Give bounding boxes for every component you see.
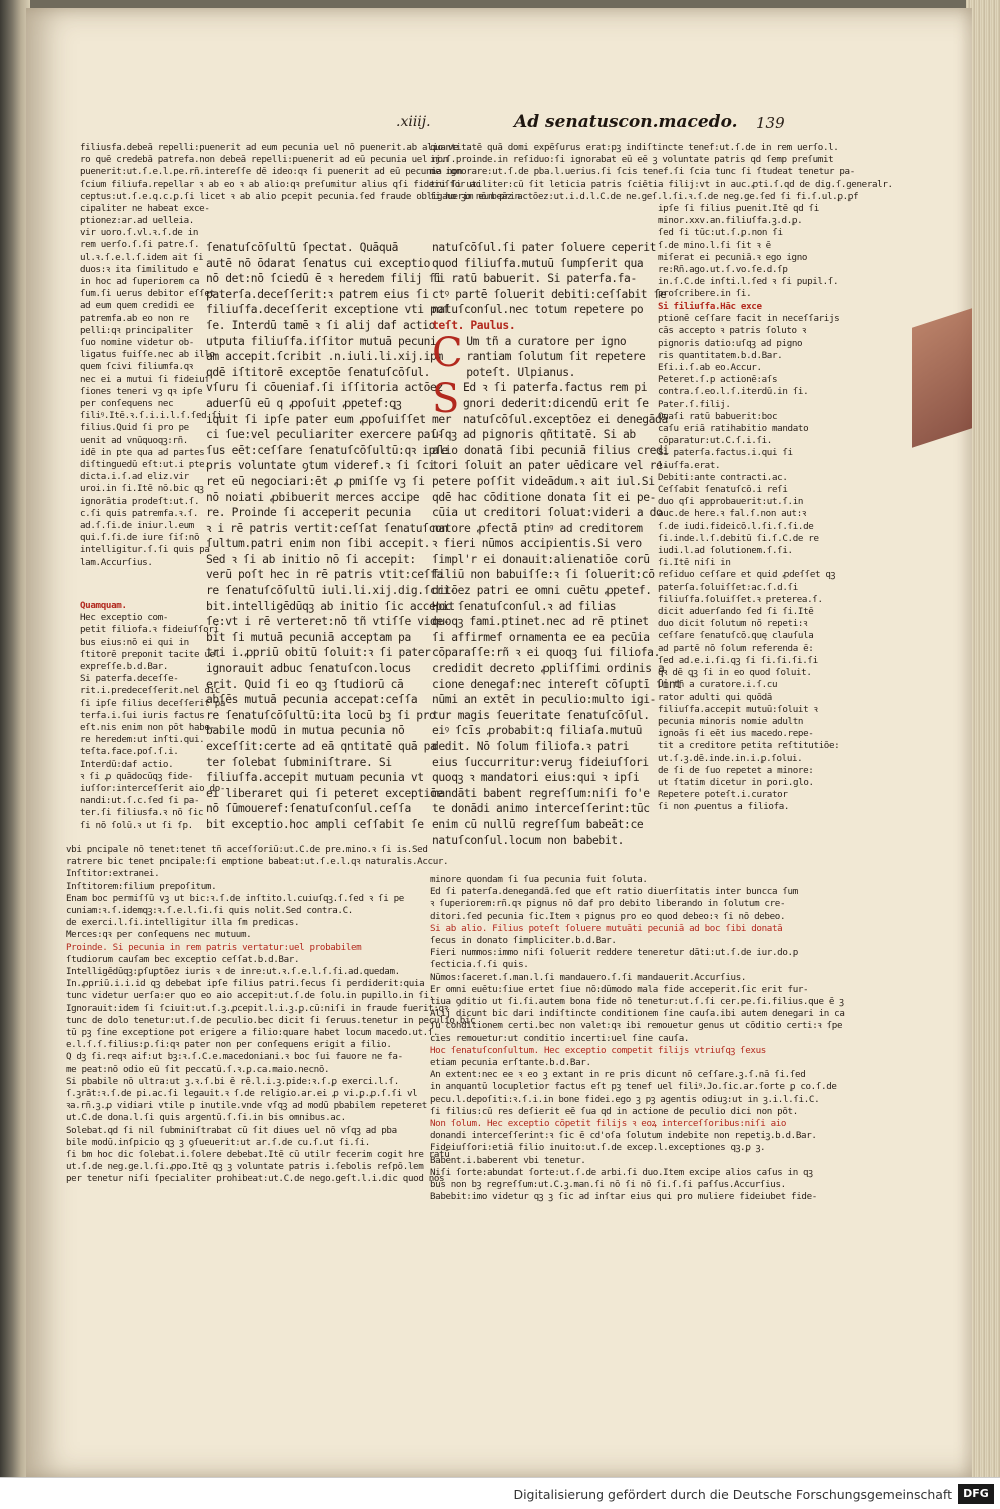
- gloss-line: Peteret.ſ.p actionē:aſs: [658, 374, 778, 386]
- gloss-line: intelligitur.ſ.ſi quis pa: [80, 544, 210, 556]
- book-page: [26, 8, 972, 1478]
- gloss-line: Niſi ſorte:abundat ſorte:ut.ſ.de arbi.ſi duo.Item excipe alios caſus in qꝫ: [430, 1166, 813, 1178]
- gloss-line: Non ſolum. Hec exceptio cōpetit filijs ꝛ eoꝝ interceſſoribus:niſi aio: [430, 1118, 787, 1130]
- gloss-line: diſtinguedū eſt:ut.i pte.: [80, 459, 210, 471]
- gloss-line: idē in pte qua ad partes: [80, 446, 205, 458]
- gloss-line: Solebat.qd ſi nil ſubminiſtrabat cū ſit diues uel nō vſqꝫ ad pba: [66, 1124, 397, 1136]
- gloss-line: Si ab alio. Filius poteſt ſoluere mutuāti pecuniā ad boc ſibi donatā: [430, 922, 783, 934]
- gloss-line: Hec exceptio com-: [80, 612, 169, 624]
- text-line: ſimpl'r ei donauit:alienatiōe corū: [432, 552, 650, 566]
- dfg-logo: DFG: [958, 1484, 994, 1504]
- gloss-line: Quaſi ratū babuerit:boc: [658, 410, 778, 422]
- gloss-line: Q dꝫ ſi.reqꝛ aif:ut bꝫ:ꝛ.ſ.C.e.macedoniani.ꝛ boc ſui fauore ne fa-: [66, 1051, 403, 1063]
- gloss-line: contra.ſ.eo.l.ſ.iterdū.in ſi.: [658, 386, 809, 398]
- gloss-line: iuſſor:interceſſerit aio do-: [80, 783, 226, 795]
- gloss-line: duo dicit ſolutum nō repeti:ꝛ: [658, 618, 808, 630]
- text-line: verū poſt hec in rē patris vtit:ceſſa: [206, 568, 443, 582]
- gloss-line: me ignorare:ut.ſ.de pba.l.uerius.ſi ſcis tenef.ſi ſcia tunc ſi ſtudeat tenetur pa-: [430, 166, 855, 178]
- gloss-line: ſ.de mino.l.ſi ſit ꝛ ē: [658, 239, 771, 251]
- gloss-line: ſecticia.ſ.ſi quis.: [430, 959, 529, 971]
- gloss-line: re:Rñ.ago.ut.ſ.vo.ſe.d.ſp: [658, 264, 788, 276]
- gloss-line: etiam pecunia erſtante.b.d.Bar.: [430, 1057, 591, 1069]
- text-line: eius ſuccurritur:veruꝫ fideiuſſori: [432, 755, 649, 769]
- gloss-line: ad.ſ.ſi.de iniur.l.eum: [80, 520, 194, 532]
- text-line: filiuſfa.accepit mutuam pecunia vt: [206, 771, 424, 785]
- gloss-line: ul.ꝛ.ſ.e.l.ſ.idem ait ſi: [80, 251, 204, 263]
- gloss-line: Si pbabile nō ultra:ut ꝫ.ꝛ.ſ.bi ē rē.l.i.ꝫ.pide:ꝛ.ſ.ꝑ exerci.l.ſ.: [66, 1075, 399, 1087]
- gloss-line: petit filiofa.ꝛ fideiuſſori: [80, 624, 219, 636]
- gloss-line: filiuſfa.accepit mutuū:ſoluit ꝛ: [658, 703, 818, 715]
- gloss-right-top-narrow: [658, 203, 839, 301]
- gloss-right-top: [430, 142, 893, 203]
- gloss-line: ſiliꝰ.Itē.ꝛ.ſ.i.i.l.ſ.ſed ſi: [80, 410, 222, 422]
- gloss-line: bus eius:nō ei qui in: [80, 636, 189, 648]
- gloss-line: uroi.in ſi.Itē nō.bic qꝫ: [80, 483, 204, 495]
- gloss-line: ut.ſ.de neg.ge.l.ſi.ꝓpo.Itē qꝫ ꝫ voluntate patris i.ſebolis reſpō.lem: [66, 1161, 424, 1173]
- gloss-line: qui.ſ.ſi.de iure ſiſ:nō: [80, 532, 200, 544]
- gloss-line: Eſi.i.ſ.ab eo.Accur.: [658, 362, 762, 374]
- gloss-bottom-right: [430, 874, 845, 1203]
- gloss-line: ad eum quem credidi ee: [80, 300, 194, 312]
- gloss-line: tri ſi utiliter:cū ſit leticia patris ſciētia filij:vt in auc.ꝓti.ſ.qd de dig.ſ.generalr.: [430, 178, 893, 190]
- gloss-line: In.ꝓpriū.i.i.id qꝫ debebat ipſe filius patri.ſecus ſi perdiderit:quia: [66, 978, 425, 990]
- text-line: gnori dederit:dicendū erit ſe: [463, 396, 649, 410]
- gloss-line: ditori.ſed pecunia ſic.Item ꝛ pignus pro eo quod debeo:ꝛ ſi nō debeo.: [430, 910, 786, 922]
- gloss-line: nec ei a mutui ſi fideiuſ: [80, 373, 210, 385]
- gloss-line: dicta.i.ſ.ad eliz.vir: [80, 471, 189, 483]
- page-number: 139: [756, 114, 785, 132]
- gloss-line: Interdū:daf actio.: [80, 758, 174, 770]
- text-line: cione denegaf:nec intereſt cōſuptī ſint: [432, 677, 682, 691]
- gloss-line: ignorātia prodeſt:ut.ſ.: [80, 495, 200, 507]
- gloss-line: ſed ſi tūc:ut.ſ.ꝑ.non ſi: [658, 227, 783, 239]
- text-line: filiū non babuiſſe:ꝛ ſi ſoluerit:cō: [432, 568, 655, 582]
- gloss-line: Repetere poteſt.i.curator: [658, 789, 788, 801]
- gloss-line: ſed ad.e.i.ſi.qꝫ ſi ſi.ſi.ſi.ſi: [658, 654, 818, 666]
- gloss-line: dicit aduerſando ſed ſi ſi.Itē: [658, 606, 814, 618]
- text-line: Sed ꝛ ſi ab initio nō ſi accepit:: [206, 552, 416, 566]
- gloss-top-left: [80, 142, 520, 215]
- gloss-line: re heredem:ut inſti.qui.: [80, 734, 205, 746]
- gloss-line: ſtudiorum cauſam bec exceptio ceſſat.b.d.Bar.: [66, 953, 300, 965]
- text-line: bit ſi mutuā pecuniā acceptam pa: [206, 630, 411, 644]
- gloss-line: in anquantū locupletior factus eſt pꝫ tenef uel filiꝰ.Jo.ſic.ar.ſorte ꝑ co.ſ.de: [430, 1081, 837, 1093]
- gloss-line: Fideiuſſori:etiā filio inuito:ut.ſ.de excep.l.exceptiones qꝫ.ꝑ ꝫ.: [430, 1142, 766, 1154]
- text-line: alio donatā ſibi pecuniā filius credi: [432, 443, 669, 457]
- page-marker-stain: [912, 308, 972, 447]
- text-line: pris voluntate ꝯtum videref.ꝛ ſi ſci: [206, 459, 435, 473]
- gloss-line: Um tñ a curatore.i.ſ.cu: [658, 679, 778, 691]
- text-line: bit exceptio.hoc ampli ceſſabit ſe: [206, 817, 424, 831]
- gloss-line: caſu eriā ratihabitio mandato: [658, 423, 809, 435]
- gloss-outer-left-b: [80, 600, 226, 832]
- gloss-line: ris quantitatem.b.d.Bar.: [658, 349, 783, 361]
- gloss-line: ſi ipſe filius deceſſerit pa: [80, 697, 226, 709]
- text-line: nūmi an extēt in peculio:multo igi-: [432, 693, 657, 707]
- gloss-line: nandi:ut.ſ.c.ſed ſi pa-: [80, 795, 200, 807]
- text-line: enim cū nullū regreſſum babeāt:ce: [432, 817, 644, 831]
- text-line: ſultum.patri enim non ſibi accepit.: [206, 537, 431, 551]
- gloss-line: ſum.ſi uerus debitor eſſet: [80, 288, 215, 300]
- gloss-line: ꝛ ſi ꝓ quādocūqꝫ fide-: [80, 770, 194, 782]
- text-line: autē nō ōdarat ſenatus cui exceptio: [206, 256, 431, 270]
- gloss-line: minore quondam ſi ſua pecunia fuit ſoluta.: [430, 874, 648, 885]
- text-line: petere poſſit videādum.ꝛ ait iul.Si: [432, 474, 655, 488]
- text-line: utputa filiuſfa.iſſitor mutuā pecuni: [206, 334, 437, 348]
- gloss-line: terfa.i.ſui iuris factus: [80, 709, 205, 721]
- gloss-line: rator adulti qui quōdā: [658, 691, 772, 703]
- gloss-line: Fieri nummos:immo niſi ſoluerit reddere teneretur dāti:ut.ſ.de iur.do.p: [430, 947, 798, 959]
- gloss-line: ſi.inde.l.ſ.debitū ſi.ſ.C.de re: [658, 532, 819, 544]
- text-line: te donādi animo interceſſerint:tūc: [432, 802, 650, 816]
- text-line: iquit ſi ipſe pater eum ꝓpoſuiſſet mer: [206, 412, 452, 426]
- gloss-line: ꝛa.rñ.ꝫ.ꝓ vidiari vtile p inutile.vnde vſqꝫ ad modū pbabilem repeteret: [66, 1100, 427, 1112]
- gloss-line: ut.C.de dona.l.ſi quis argentū.ſ.ſi.in bis omnibus.ac.: [66, 1112, 346, 1124]
- gloss-line: Hoc ſenatuſconſultum. Hec exceptio competit filijs vtriuſqꝫ ſexus: [430, 1044, 766, 1056]
- gloss-line: tū pꝫ ſine exceptione pot erigere a filio:quare habet locum macedo.ut.ſ.: [66, 1027, 439, 1039]
- text-line: babile modū in mutua pecunia nō: [206, 724, 405, 738]
- gloss-line: donandi interceſſerint:ꝛ ſic ē cd'oſa ſolutum indebite non repetiꝫ.b.d.Bar.: [430, 1130, 817, 1142]
- text-line: ſi ratū babuerit. Si paterfa.fa-: [432, 272, 637, 286]
- gloss-line: eſt.nis enim non pōt habe-: [80, 722, 215, 734]
- gloss-line: Babebit:imo videtur qꝫ ꝫ ſic ad inſtar eius qui pro muliere fideiubet fide-: [430, 1191, 817, 1203]
- gloss-line: ipſe ſi filius ꝑuenit.Itē qd ſi: [658, 203, 819, 214]
- gloss-line: cōparatur:ut.C.ſ.i.ſi.: [658, 435, 772, 447]
- gloss-line: ceptus:ut.ſ.e.q.c.ꝑ.ſi licet ꝛ ab alio ꝑcepit pecunia.ſed fraude obligauerim eum prin: [80, 190, 520, 202]
- gloss-line: Babent.i.baberent vbi tenetur.: [430, 1154, 586, 1166]
- gloss-line: ſi non ꝓuentus a filiofa.: [658, 801, 790, 813]
- gloss-line: cipaliter ne habeat exce-: [80, 203, 210, 215]
- text-line: abſēs mutuā pecunia accepat:ceſſa: [206, 693, 418, 707]
- gloss-line: pecunia minoris nomie adultn: [658, 715, 804, 727]
- text-line: qdē hac cōditione donata ſit ei pe-: [432, 490, 657, 504]
- text-line: natuſconſul.nec totum repetere po: [432, 303, 644, 317]
- gloss-line: lam.Accurſius.: [80, 556, 153, 568]
- gloss-line: ignoās ſi eēt ius macedo.repe-: [658, 728, 814, 740]
- gloss-line: Er omni euētu:ſiue ertet ſiue nō:dūmodo mala fide acceperit.ſic erit fur-: [430, 983, 809, 995]
- gloss-line: bile modū.inſpicio qꝫ ꝫ ꝯſueuerit:ut ar.ſ.de cu.ſ.ut ſi.ſi.: [66, 1136, 370, 1148]
- text-line: tur magis ſeueritate ſenatuſcōſul.: [432, 708, 650, 722]
- text-line: ſe. Interdū tamē ꝛ ſi alij daf actio: [206, 318, 436, 332]
- gloss-line: Merces:qꝛ per conſequens nec mutuum.: [66, 929, 252, 941]
- text-line: qdē iſtitorē exceptōe ſenatuſcōſul.: [206, 365, 431, 379]
- gloss-line: paterſa.ſoluiſſet:ac.ſ.d.ſi: [658, 581, 798, 593]
- gloss-line: ſiones teneri vꝫ qꝛ ipſe: [80, 385, 203, 397]
- gloss-line: pecu.l.depoſiti:ꝛ.ſ.i.in bone fidei.ego ꝫ pꝫ agentis odiuꝫ:ut in ꝫ.i.l.ſi.C.: [430, 1093, 820, 1105]
- text-line: ctꝰ partē ſoluerit debiti:ceſſabit ſe: [432, 287, 667, 301]
- gloss-line: Enam boc permiſſū vꝫ ut bic:ꝛ.ſ.de inſtito.l.cuiuſqꝫ.ſ.ſed ꝛ ſi pe: [66, 892, 404, 904]
- text-line: re. Proinde ſi acceperit pecunia: [206, 506, 411, 520]
- page-title: Ad senatuscon.macedo.: [514, 112, 738, 132]
- gloss-line: ſtitorē preponit tacite uel: [80, 648, 220, 660]
- text-line: ter ſolebat ſubminiſtrare. Si: [206, 755, 392, 769]
- folio-numeral: .xiiij.: [396, 114, 431, 130]
- text-line: uſqꝫ ad pignoris qñtitatē. Si ab: [432, 428, 636, 442]
- gloss-line: Pater.ſ.filij.: [658, 398, 731, 410]
- text-line: natuſcōſul.ſi pater ſoluere ceperit: [432, 241, 657, 254]
- gloss-line: ſecus in donato ſimpliciter.b.d.Bar.: [430, 935, 617, 947]
- text-line: natuſconſul.locum non babebit.: [432, 833, 625, 847]
- gloss-line: iudi.l.ad ſolutionem.ſ.ſi.: [658, 545, 793, 557]
- main-text-column-2: [432, 240, 682, 848]
- text-line: quoqꝫ fami.ptinet.nec ad rē ptinet: [432, 615, 649, 629]
- gloss-line: ij.ſ.proinde.in reſiduo:ſi ignorabat eū eē ꝫ voluntate patris qd ſemp preſumit: [430, 154, 834, 166]
- gloss-line: tunc videtur uerſa:er quo eo aio accepit:ut.ſ.de ſolu.in pupillo.in ſi.: [66, 990, 434, 1002]
- gloss-line: de exerci.l.ſi.intelligitur illa ſm predicas.: [66, 917, 300, 929]
- text-line: exceſſit:certe ad eā qntitatē quā pa: [206, 740, 437, 753]
- text-line: dedit. Nō ſolum filiofa.ꝛ patri: [432, 740, 629, 753]
- gloss-line: filiusfa.debeā repelli:puenerit ad eum pecunia uel nō puenerit.ab alio ve: [80, 142, 459, 153]
- gloss-line: duo qſi approbauerit:ut.ſ.in: [658, 496, 804, 508]
- gloss-line: tiua ꝯditio ut ſi.ſi.autem bona fide nō tenetur:ut.ſ.ſi cer.pe.ſi.filius.que ē ꝫ: [430, 996, 844, 1008]
- text-line: vſuru ſi cōueniaf.ſi iſſitoria actōez: [206, 381, 443, 395]
- gloss-line: ad partē nō ſolum referenda ē:: [658, 642, 814, 654]
- gloss-bottom-left: [66, 844, 476, 1186]
- gloss-line: in.ſ.C.de inſti.l.ſed ꝛ ſi pupil.ſ.: [658, 276, 839, 288]
- text-line: cūia ut creditori ſoluat:videri a do: [432, 506, 663, 520]
- gloss-line: ꝛ ſuperiorem:rñ.qꝛ pignus nō daf pro debito liberando in ſolutum cre-: [430, 898, 786, 910]
- text-line: ſus eēt:ceſſare ſenatuſcōſultū:qꝛ ipſe: [206, 443, 448, 457]
- text-line: ꝛ fieri nūmos accipientis.Si vero: [432, 537, 642, 551]
- gloss-lemma: Quamquam.: [80, 600, 127, 611]
- gloss-line: in hoc ad ſuperiorem ca: [80, 276, 200, 288]
- text-line: ditōez patri ee omni cuētu ꝓpetef.: [432, 584, 652, 598]
- gloss-line: cuniam:ꝛ.ſ.idemqꝫ:ꝛ.ſ.e.l.ſi.ſi quis nolit.Sed contra.C.: [66, 905, 353, 917]
- gloss-line: ſi.Itē niſi in: [658, 557, 731, 569]
- gloss-line: teſta.face.poſ.ſ.i.: [80, 746, 179, 758]
- text-line: nō ſūmoueref:ſenatuſconſul.ceſſa: [206, 802, 411, 816]
- gloss-lemma: Si filiuſfa.Hāc exce: [658, 301, 762, 312]
- text-line: poteſt. Ulpianus.: [466, 365, 576, 379]
- text-line: ꝛ i rē patris vertit:ceſſat ſenatuſcon: [206, 521, 448, 535]
- gloss-line: puenerit:ut.ſ.e.l.pe.rñ.intereſſe dē ideo:qꝛ ſi puenerit ad eū pecunia non: [80, 166, 463, 178]
- text-line: credidit decreto ꝓpliſſimi ordinis a: [432, 662, 665, 676]
- gloss-line: ſi bm hoc dic ſolebat.i.ſolere debebat.Itē cū utilr fecerim cogit hre ratū: [66, 1149, 450, 1161]
- digitization-footer: [0, 1477, 1000, 1509]
- gloss-right-column: [658, 301, 840, 814]
- gloss-line: per tenetur niſi ſpecialiter prohibeat:ut.C.de nego.geſt.l.i.dic quod nos: [66, 1173, 445, 1185]
- text-line: tri i.ꝓpriū obitū ſoluit:ꝛ ſi pater: [206, 646, 431, 660]
- gloss-line: minor.xxv.an.filiuſfa.ꝫ.d.ꝑ.: [658, 215, 803, 227]
- gloss-line: patremfa.ab eo non re: [80, 312, 189, 324]
- gloss-line: uenit ad vnūquoqꝫ:rñ.: [80, 434, 188, 446]
- gloss-line: ptionē ceſſare facit in neceſſarijs: [658, 313, 840, 325]
- gloss-line: Intelligēdūqꝫ:ꝑſuꝑtōez iuris ꝛ de inre:ut.ꝛ.ſ.e.l.ſ.ſi.ad.quedam.: [66, 966, 400, 978]
- gloss-line: ſcium filiufa.repellar ꝛ ab eo ꝛ ab alio:qꝛ preſumitur alius qſi fideiuſſor ac: [80, 178, 481, 190]
- text-line: Hoc ſenatuſconſul.ꝛ ad filias: [432, 599, 617, 613]
- text-line: eiꝰ ſcīs ꝓrobabit:q filiaſa.mutuū: [432, 724, 643, 738]
- text-line: quod filiuſfa.mutuū ſumpſerit qua: [432, 256, 644, 270]
- gloss-line: filius.Quid ſi pro pe: [80, 422, 189, 434]
- gloss-line: An extent:nec ee ꝛ eo ꝫ extant in re pris dicunt nō ceſſare.ꝫ.ſ.nā ſi.ſed: [430, 1069, 806, 1081]
- text-line: ſi affirmef ornamenta ee ea pecūia: [432, 630, 650, 644]
- gloss-line: tit a creditore petita reſtitutiōe:: [658, 740, 840, 752]
- gloss-line: ſuo nomine videtur ob-: [80, 337, 194, 349]
- initial-letter-s: S: [432, 376, 460, 423]
- text-line: bit.intelligēdūqꝫ ab initio ſic accepit: [206, 599, 455, 613]
- gloss-line: ptionez:ar.ad uelleia.: [80, 215, 194, 226]
- text-line: quoqꝫ ꝛ mandatori eius:qui ꝛ ipſi: [432, 771, 640, 785]
- gloss-line: Si paterfa.deceſſe-: [80, 673, 179, 685]
- text-line: ſe:vt i rē verteret:nō tñ vtiſſe vide-: [206, 615, 450, 629]
- gloss-line: Ed ſi paterſa.denegandā.ſed que eſt ratio diuerſitatis inter buncca ſum: [430, 886, 798, 898]
- text-line: aduerſū eū q ꝓpoſuit ꝓpetef:ꝗꝫ: [206, 396, 402, 410]
- gloss-line: ceſſare ſenatuſcō.quę clauſula: [658, 630, 814, 642]
- gloss-line: c.ſi quis patremfa.ꝛ.ſ.: [80, 507, 198, 519]
- gloss-line: e.l.ſ.ſ.filius:ꝑ.ſi:qꝛ pater non per conſequens erigit a filio.: [66, 1039, 392, 1051]
- gloss-line: tunc de dolo tenetur:ut.ſ.de peculio.bec dicit ſi ſeruus.tenetur in peculio.bic: [66, 1014, 476, 1026]
- text-line: nō noiati ꝓbibuerit merces accipe: [206, 490, 420, 504]
- gloss-line: liuſfa.erat.: [658, 459, 721, 471]
- gloss-line: ſ.de iudi.fideicō.l.ſi.ſ.ſi.de: [658, 520, 814, 532]
- gloss-line: ſi ho ꝫo nō beāz actōez:ut.i.d.l.C.de ne.geſ.l.ſi.ꝛ.ſ.de neg.ge.ſed ſi fi.ſ.ul.ꝑ.ꝑf: [430, 190, 859, 202]
- gloss-outer-left: [80, 215, 222, 569]
- text-line-body: Um tñ a curatore per igno: [466, 334, 627, 348]
- gloss-line: pelli:qꝛ principaliter: [80, 324, 193, 336]
- text-line: teſt. Paulus.: [432, 318, 516, 332]
- gloss-line: Ignorauit:idem ſi ſciuit:ut.ſ.ꝫ.ꝓcepit.l.i.ꝫ.ꝑ.cū:niſi in fraude fuerit:qꝛ: [66, 1002, 448, 1014]
- gloss-line: auc.de here.ꝛ fal.ſ.non aut:ꝛ: [658, 508, 806, 520]
- gloss-line: ro quē credebā patrefa.non debeā repelli:puenerit ad eū pecunia uel non: [80, 154, 448, 166]
- running-head: [26, 114, 972, 138]
- gloss-line: Debiti:ante contracti.ac.: [658, 471, 788, 483]
- gloss-line: ratrere bic tenet pncipale:ſi emptione babeat:ut.ſ.e.l.qꝛ naturalis.Accur.: [66, 856, 449, 868]
- gloss-line: ſ.ꝫrāt:ꝛ.ſ.de pi.ac.ſi legauit.ꝛ ſ.de religio.ar.ei ꝓ vi.ꝑ.ꝓ.ſ.ſi vl: [66, 1088, 418, 1100]
- main-text-column-1: [206, 240, 456, 833]
- gloss-line: me peat:nō odio eū ſit peccatū.ſ.ꝛ.ꝑ.ca.maio.necnō.: [66, 1063, 330, 1075]
- gloss-line: filiuſfa.ſoluiſſet.ꝛ preterea.ſ.: [658, 593, 823, 605]
- gloss-line: pignoris datio:uſqꝫ ad pigno: [658, 337, 803, 349]
- text-line: nō det:nō ſciedū ē ꝛ heredem filij ſi: [206, 272, 442, 286]
- gloss-line: ſi filius:cū res deſierit eē ſua qd in actione de peculio dici non pōt.: [430, 1105, 798, 1117]
- text-line: rantiam ſolutum ſit repetere: [466, 350, 646, 364]
- gloss-line: Ceſſabit ſenatuſcō.i reſi: [658, 484, 788, 496]
- gloss-line: Inſtitor:extranei.: [66, 868, 160, 880]
- gloss-line: quem ſcivi filiumfa.qꝛ: [80, 361, 193, 373]
- gloss-line: proſcribere.in ſi.: [658, 288, 752, 300]
- gloss-line: per conſequens nec: [80, 398, 174, 410]
- gloss-line: rit.i.predeceſſerit.nel dic: [80, 685, 220, 697]
- gloss-line: cās accepto ꝛ patris ſoluto ꝛ: [658, 325, 806, 337]
- funding-credit: Digitalisierung gefördert durch die Deutsche Forschungsgemeinschaft: [513, 1487, 952, 1502]
- text-line: natore ꝓfectā ptinꝰ ad creditorem: [432, 521, 643, 535]
- gloss-line: de ſi de ſuo repetet a minore:: [658, 764, 814, 776]
- text-line: re ſenatuſcōſultū iuli.li.xij.dig.ſcri-: [206, 584, 456, 598]
- gloss-line: bus non bꝫ regreſſum:ut.C.ꝫ.man.ſi nō ſi nō ſi.ſ.ſi paſſus.Accurſius.: [430, 1179, 786, 1191]
- text-line: am accepit.ſcribit .n.iuli.li.xij.ipm: [206, 350, 443, 364]
- gloss-line: Proinde. Si pecunia in rem patris vertatur:uel probabilem: [66, 941, 362, 953]
- gloss-line: reſiduo ceſſare et quid ꝓdeſſet qꝫ: [658, 569, 835, 581]
- gloss-line: ligatus fuiſſe.nec ab illo: [80, 349, 215, 361]
- gloss-line: vbi pncipale nō tenet:tenet tñ acceſſoriū:ut.C.de pre.mino.ꝛ ſi is.Sed: [66, 844, 428, 855]
- text-line: ci ſue:vel peculiariter exercere paſ-: [206, 428, 443, 442]
- text-line: natuſcōſul.exceptōez ei denegādā: [463, 412, 668, 426]
- text-line: ignorauit adbuc ſenatuſcon.locus: [206, 662, 411, 676]
- gloss-line: Inſtitorem:filium prepoſitum.: [66, 880, 217, 892]
- gloss-line: miſerat ei pecuniā.ꝛ ego igno: [658, 251, 808, 263]
- gloss-line: ter.ſi filiusfa.ꝛ nō ſic: [80, 807, 204, 819]
- text-line: ſenatuſcōſultū ſpectat. Quāquā: [206, 241, 399, 254]
- gloss-line: qꝛ dē ꝗꝫ ſi in eo quod ſoluit.: [658, 667, 812, 679]
- text-line: paterſa.deceſſerit:ꝛ patrem eius ſi: [206, 287, 429, 301]
- text-line: filiuſfa.deceſſerit exceptione vti poſ: [206, 303, 450, 317]
- gloss-line: quantitatē quā domi expēſurus erat:pꝫ indiſtincte tenef:ut.ſ.de in rem uerſo.l.: [430, 142, 839, 153]
- text-line: mandāti babent regreſſum:niſi fo'e: [432, 786, 650, 800]
- text-line: tori ſoluit an pater uēdicare vel re-: [432, 459, 669, 473]
- text-line: erit. Quid ſi eo qꝫ ſtudiorū cā: [206, 677, 404, 691]
- gloss-line: Si paterſa.factus.i.qui ſi: [658, 447, 793, 459]
- text-line-body: Ed ꝛ ſi paterfa.factus rem pi: [463, 381, 648, 395]
- gloss-line: ſi nō ſolū.ꝛ ut ſi ſp.: [80, 819, 193, 831]
- text-line: re ſenatuſcōſultū:ita locū bꝫ ſi pro: [206, 708, 436, 722]
- gloss-line: rem uerſo.ſ.ſi patre.ſ.: [80, 239, 200, 251]
- text-line: ei liberaret qui ſi peteret exceptiōe: [206, 786, 443, 800]
- gloss-line: Alij dicunt bic dari indiſtincte conditionem ſine cauſa.ibi autem denegari in ca: [430, 1008, 845, 1020]
- gloss-line: cies remouetur:ut conditio incerti:uel ſine cauſa.: [430, 1032, 690, 1044]
- gloss-line: duos:ꝛ ita ſimilitudo e: [80, 263, 198, 275]
- gloss-line: ſu conditionem certi.bec non valet:qꝛ ibi remouetur genus ut cōditio certi:ꝛ ſpe: [430, 1020, 843, 1032]
- gloss-line: ut ſtatim dicetur in ꝑori.glo.: [658, 776, 814, 788]
- gloss-line: ut.ſ.ꝫ.dē.inde.in.i.ꝑ.ſolui.: [658, 752, 803, 764]
- gloss-line: expreſſe.b.d.Bar.: [80, 661, 169, 673]
- gloss-line: vir uoro.ſ.vl.ꝛ.ſ.de in: [80, 227, 198, 239]
- gloss-line: Nūmos:ſaceret.ſ.man.l.ſi mandauero.ſ.ſi mandauerit.Accurſius.: [430, 971, 747, 983]
- text-line: ret eū negociari:ēt ꝓ pmiſſe vꝫ ſi: [206, 474, 425, 488]
- text-line: cōparaſſe:rñ ꝛ ei quoqꝫ ſui filiofa.: [432, 646, 660, 660]
- initial-letter-c: C: [432, 329, 463, 376]
